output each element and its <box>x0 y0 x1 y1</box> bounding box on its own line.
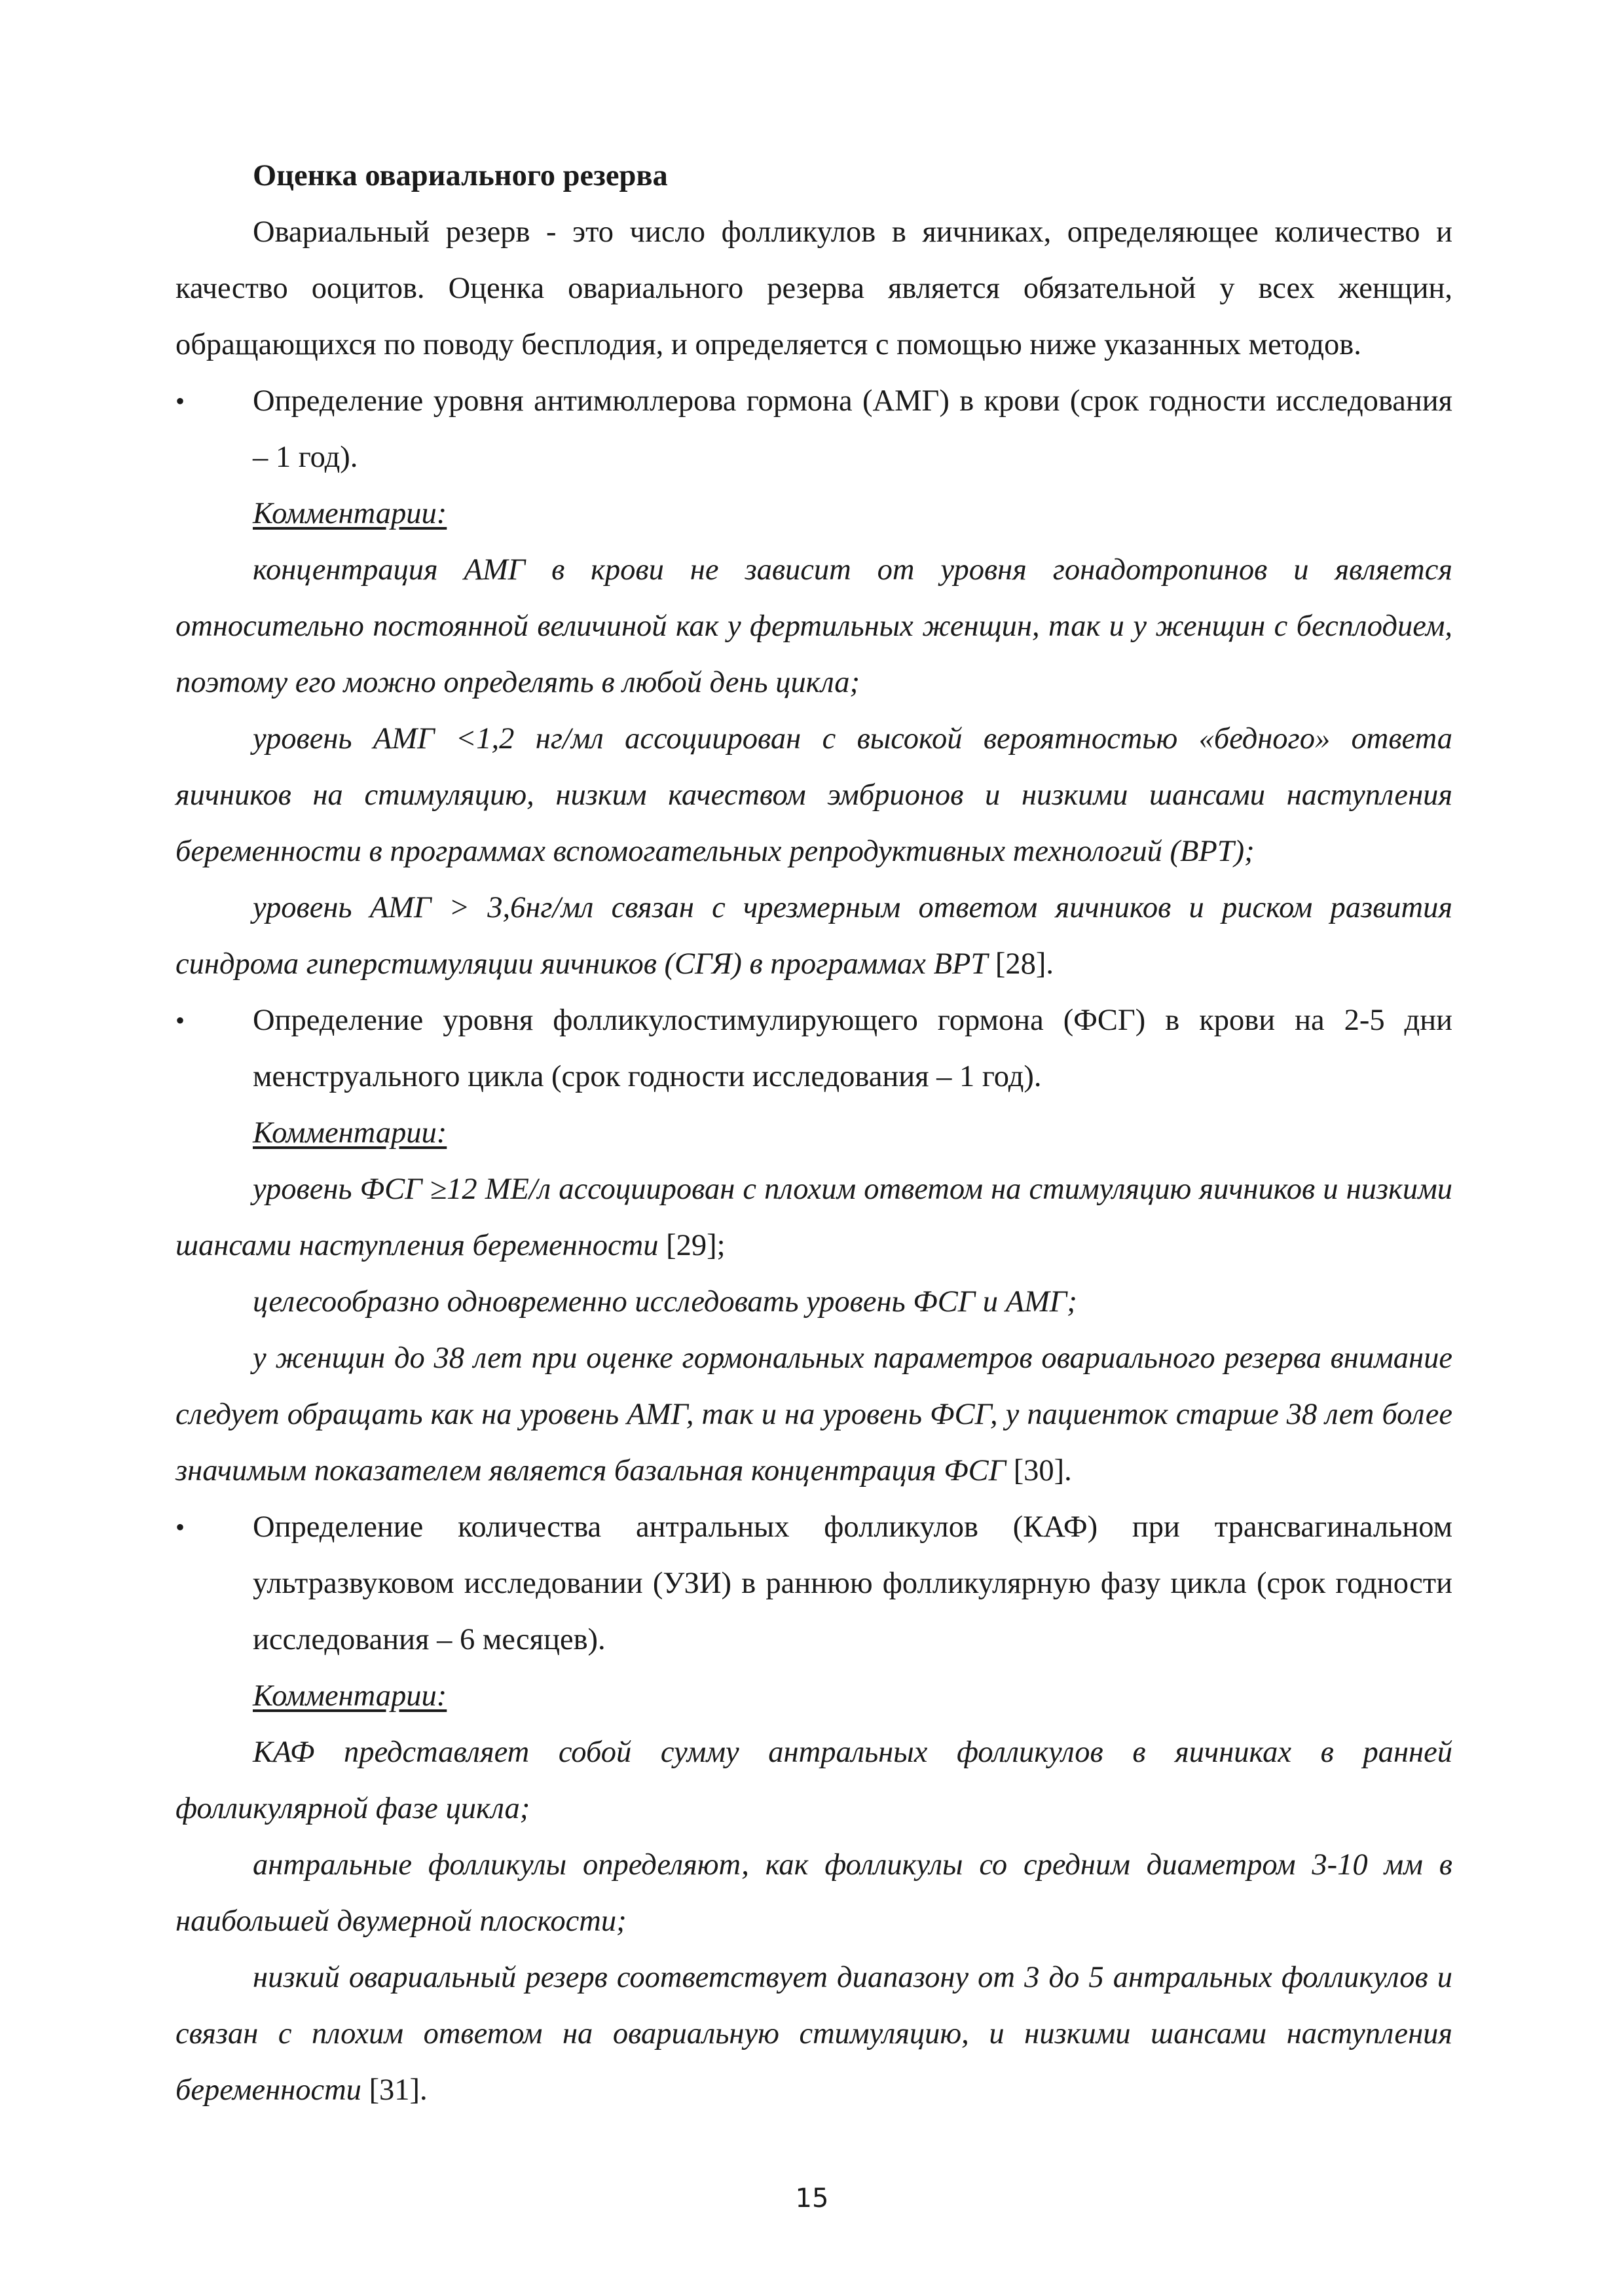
comments-label: Комментарии: <box>253 1116 447 1150</box>
comment-paragraph: КАФ представляет собой сумму антральных фолликулов в яичниках в ранней фолликулярной фазе цикла; <box>175 1736 1452 1825</box>
comment-paragraph: антральные фолликулы определяют, как фолликулы со средним диаметром 3-10 мм в наибольшей двумерной плоскости; <box>175 1848 1452 1938</box>
comments-label: Комментарии: <box>253 497 447 530</box>
comment-paragraph: у женщин до 38 лет при оценке гормональных параметров овариального резерва внимание следует обращать как на уровень АМГ, так и на уровень ФСГ, у пациенток старше 38 лет более значимым показателем является базальная концентрация ФСГ [30]. <box>175 1341 1452 1487</box>
section-heading: Оценка овариального резерва <box>253 159 668 192</box>
comment-paragraph: уровень АМГ > 3,6нг/мл связан с чрезмерным ответом яичников и риском развития синдрома гиперстимуляции яичников (СГЯ) в программах ВРТ [28]. <box>175 891 1452 981</box>
comment-paragraph: уровень ФСГ ≥12 МЕ/л ассоциирован с плохим ответом на стимуляцию яичников и низкими шансами наступления беременности [29]; <box>175 1173 1452 1262</box>
method-block-amh <box>175 373 1452 993</box>
page-content <box>175 148 1452 2119</box>
intro-paragraph: Овариальный резерв - это число фолликулов в яичниках, определяющее количество и качество ооцитов. Оценка овариального резерва является обязательной у всех женщин, обращающихся по поводу бесплодия, и определяется с помощью ниже указанных методов. <box>175 215 1452 361</box>
citation-ref: [29]; <box>658 1229 726 1262</box>
list-item-text: Определение уровня фолликулостимулирующего гормона (ФСГ) в крови на 2-5 дни менструального цикла (срок годности исследования – 1 год). <box>253 1004 1452 1093</box>
citation-ref: [28]. <box>987 947 1054 981</box>
list-item <box>175 1499 1452 1668</box>
list-item-text: Определение уровня антимюллерова гормона (АМГ) в крови (срок годности исследования – 1 год). <box>253 384 1452 474</box>
bullet-icon: • <box>175 386 185 416</box>
method-block-fsh <box>175 993 1452 1499</box>
list-item <box>175 373 1452 486</box>
comment-paragraph: низкий овариальный резерв соответствует диапазону от 3 до 5 антральных фолликулов и связан с плохим ответом на овариальную стимуляцию, и низкими шансами наступления беременности [31]. <box>175 1961 1452 2107</box>
list-item-text: Определение количества антральных фолликулов (КАФ) при трансвагинальном ультразвуковом исследовании (УЗИ) в раннюю фолликулярную фазу цикла (срок годности исследования – 6 месяцев). <box>253 1510 1452 1656</box>
page-number: 15 <box>795 2183 829 2214</box>
comment-paragraph: концентрация АМГ в крови не зависит от уровня гонадотропинов и является относительно постоянной величиной как у фертильных женщин, так и у женщин с бесплодием, поэтому его можно определять в любой день цикла; <box>175 553 1452 699</box>
comment-paragraph: уровень АМГ <1,2 нг/мл ассоциирован с высокой вероятностью «бедного» ответа яичников на стимуляцию, низким качеством эмбрионов и низкими шансами наступления беременности в программах вспомогательных репродуктивных технологий (ВРТ); <box>175 722 1452 868</box>
comments-label: Комментарии: <box>253 1679 447 1713</box>
bullet-icon: • <box>175 1006 185 1035</box>
comment-paragraph: целесообразно одновременно исследовать уровень ФСГ и АМГ; <box>253 1285 1077 1319</box>
citation-ref: [31]. <box>361 2073 428 2107</box>
citation-ref: [30]. <box>1006 1454 1072 1487</box>
method-block-afc <box>175 1499 1452 2119</box>
list-item <box>175 993 1452 1105</box>
bullet-icon: • <box>175 1512 185 1542</box>
